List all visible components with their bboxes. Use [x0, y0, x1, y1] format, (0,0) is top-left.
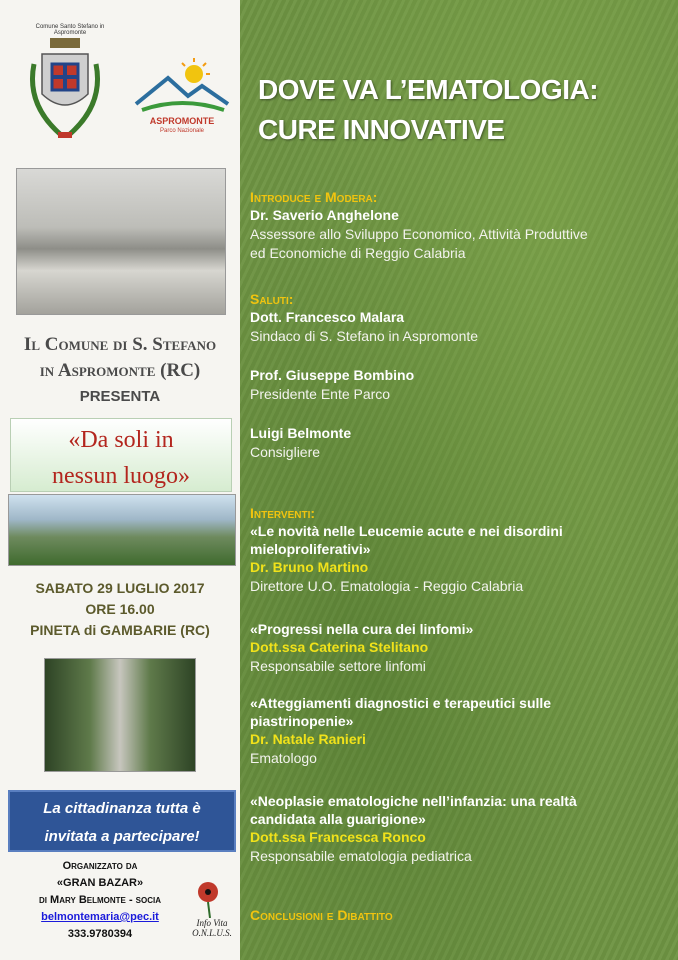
talk-1-title-line-2: mieloproliferativi»	[250, 541, 371, 557]
organizer-info	[0, 858, 200, 943]
talk-4-title-line-2: candidata alla guarigione»	[250, 811, 426, 827]
greetings-section	[250, 290, 670, 346]
closing-section	[250, 906, 670, 924]
talks-section	[250, 504, 670, 596]
event-date: SABATO 29 LUGLIO 2017	[35, 580, 205, 596]
event-name-line-1: «Da soli in	[68, 427, 174, 453]
event-name-banner	[10, 418, 232, 492]
talk-2	[250, 620, 670, 676]
moderator-role-line-1: Assessore allo Sviluppo Economico, Attività Produttive	[250, 226, 588, 242]
event-place: PINETA di GAMBARIE (RC)	[30, 622, 210, 638]
talk-4-title-line-1: «Neoplasie ematologiche nell’infanzia: una realtà	[250, 793, 577, 809]
greeter-2-role: Presidente Ente Parco	[250, 386, 391, 402]
pine-forest-photo	[44, 658, 196, 772]
greetings-heading: Saluti:	[250, 291, 294, 307]
talk-3-title-line-2: piastrinopenie»	[250, 713, 354, 729]
greeter-3-name: Luigi Belmonte	[250, 425, 352, 441]
invitation-line-2: invitata a partecipare!	[44, 828, 200, 845]
invitation-box	[8, 790, 236, 852]
talk-2-role: Responsabile settore linfomi	[250, 658, 426, 674]
talk-3-role: Ematologo	[250, 750, 317, 766]
moderator-role-line-2: ed Economiche di Reggio Calabria	[250, 245, 466, 261]
logos	[14, 24, 234, 154]
intro-section	[250, 188, 670, 263]
title-line-1: DOVE VA L’EMATOLOGIA:	[258, 74, 599, 105]
presenter-line-1: Il Comune di S. Stefano	[23, 334, 217, 355]
talk-4-speaker: Dott.ssa Francesca Ronco	[250, 829, 426, 845]
organizer-phone: 333.9780394	[67, 928, 133, 940]
talk-1-role: Direttore U.O. Ematologia - Reggio Calabria	[250, 578, 524, 594]
talks-heading: Interventi:	[250, 505, 316, 521]
greeter-3	[250, 424, 670, 462]
municipality-crest-logo	[20, 24, 110, 154]
greeter-3-role: Consigliere	[250, 444, 321, 460]
organizer-email-link[interactable]: belmontemaria@pec.it	[41, 911, 159, 923]
aspromonte-park-logo	[132, 56, 232, 146]
greeter-1-role: Sindaco di S. Stefano in Aspromonte	[250, 328, 479, 344]
presenter-line-3: PRESENTA	[79, 388, 161, 405]
talk-3	[250, 694, 670, 768]
closing-heading: Conclusioni e Dibattito	[250, 907, 393, 923]
talk-2-title: «Progressi nella cura dei linfomi»	[250, 621, 474, 637]
intro-heading: Introduce e Modera:	[250, 189, 378, 205]
presenter-line-2: in Aspromonte (RC)	[39, 360, 201, 381]
moderator-name: Dr. Saverio Anghelone	[250, 207, 399, 223]
greeter-1-name: Dott. Francesco Malara	[250, 309, 405, 325]
program-panel	[240, 0, 678, 960]
invitation-line-1: La cittadinanza tutta è	[43, 800, 201, 817]
greeter-2-name: Prof. Giuseppe Bombino	[250, 367, 415, 383]
crest-icon	[20, 24, 110, 154]
talk-3-speaker: Dr. Natale Ranieri	[250, 731, 366, 747]
greeter-2	[250, 366, 670, 404]
presenter-text	[0, 332, 240, 410]
park-subtitle: Parco Nazionale	[159, 128, 205, 134]
talk-4	[250, 792, 670, 866]
organizer-line-1: Organizzato da	[62, 860, 138, 872]
event-title	[258, 70, 668, 150]
poppy-flower-icon	[188, 878, 236, 918]
talk-3-title-line-1: «Atteggiamenti diagnostici e terapeutici sulle	[250, 695, 552, 711]
title-line-2: CURE INNOVATIVE	[258, 114, 505, 145]
vintage-village-photo	[16, 168, 226, 315]
crest-caption: Comune Santo Stefano in Aspromonte	[35, 24, 105, 36]
infovita-logo	[188, 878, 236, 938]
event-time: ORE 16.00	[85, 601, 155, 617]
organizer-line-2: «GRAN BAZAR»	[56, 877, 144, 889]
park-name: ASPROMONTE	[149, 116, 215, 126]
talk-2-speaker: Dott.ssa Caterina Stelitano	[250, 639, 429, 655]
talk-4-role: Responsabile ematologia pediatrica	[250, 848, 472, 864]
park-mountain-sun-icon	[132, 56, 232, 116]
talk-1-title-line-1: «Le novità nelle Leucemie acute e nei disordini	[250, 523, 563, 539]
organizer-line-3: di Mary Belmonte - socia	[38, 894, 162, 906]
talk-1-speaker: Dr. Bruno Martino	[250, 559, 369, 575]
infovita-label: Info Vita O.N.L.U.S.	[192, 918, 232, 938]
mountain-landscape-photo	[8, 494, 236, 566]
event-name-line-2: nessun luogo»	[52, 463, 190, 489]
left-column	[0, 0, 240, 960]
event-details	[0, 578, 240, 641]
